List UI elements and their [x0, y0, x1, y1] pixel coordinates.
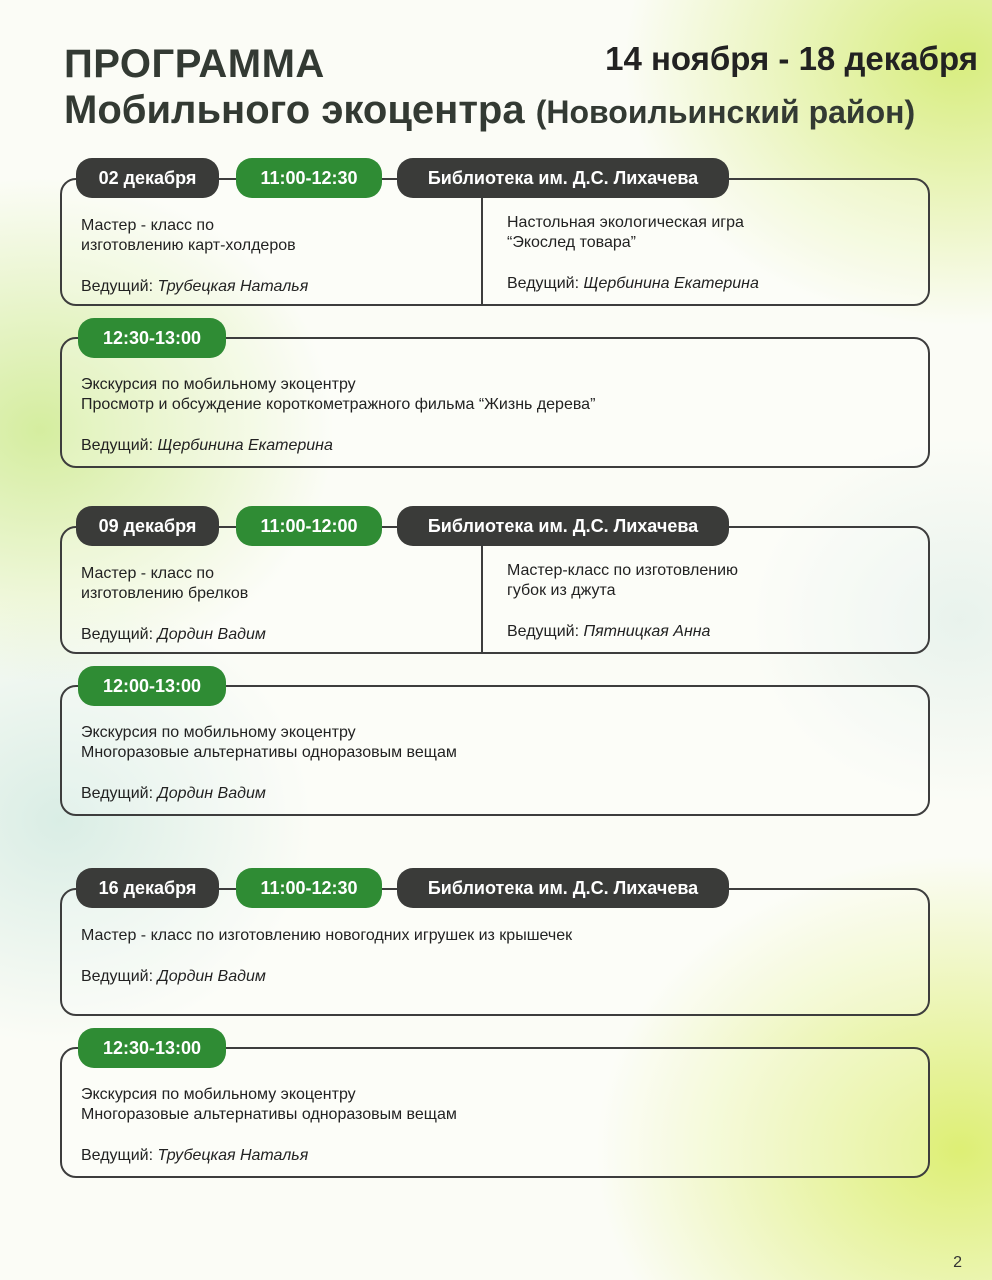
session-full	[81, 723, 911, 804]
host-name: Дордин Вадим	[157, 785, 266, 802]
host-label: Ведущий:	[81, 278, 154, 295]
session-host	[81, 436, 911, 456]
session-right	[507, 561, 917, 642]
host-label: Ведущий:	[81, 626, 154, 643]
session-host	[81, 1146, 911, 1166]
date-badge: 16 декабря	[76, 868, 219, 908]
host-label: Ведущий:	[81, 785, 154, 802]
time-badge: 12:30-13:00	[78, 318, 226, 358]
session-description: Экскурсия по мобильному экоцентру Многоразовые альтернативы одноразовым вещам	[81, 724, 457, 761]
session-host	[507, 274, 917, 294]
host-label: Ведущий:	[507, 275, 580, 292]
host-name: Дордин Вадим	[157, 968, 266, 985]
session-description: Настольная экологическая игра “Экослед товара”	[507, 214, 744, 251]
session-description: Экскурсия по мобильному экоцентру Просмотр и обсуждение короткометражного фильма “Жизнь дерева”	[81, 376, 596, 413]
session-host	[81, 625, 471, 645]
program-subtitle	[64, 88, 915, 133]
session-host	[81, 784, 911, 804]
session-host	[81, 967, 911, 987]
session-host	[507, 622, 917, 642]
host-label: Ведущий:	[81, 437, 154, 454]
host-name: Дордин Вадим	[157, 626, 266, 643]
district-label: (Новоильинский район)	[535, 94, 916, 130]
session-left	[81, 564, 471, 645]
session-description: Мастер - класс по изготовлению карт-холдеров	[81, 217, 296, 254]
host-name: Щербинина Екатерина	[157, 437, 333, 454]
session-host	[81, 277, 471, 297]
session-description: Мастер - класс по изготовлению новогодних игрушек из крышечек	[81, 927, 573, 944]
page-number: 2	[953, 1254, 962, 1271]
time-badge: 12:30-13:00	[78, 1028, 226, 1068]
session-full	[81, 1085, 911, 1166]
time-badge: 12:00-13:00	[78, 666, 226, 706]
host-name: Трубецкая Наталья	[157, 1147, 309, 1164]
date-badge: 02 декабря	[76, 158, 219, 198]
column-divider	[481, 180, 483, 304]
session-full	[81, 926, 911, 987]
host-name: Щербинина Екатерина	[583, 275, 759, 292]
program-period: 14 ноября - 18 декабря	[605, 40, 978, 77]
session-description: Экскурсия по мобильному экоцентру Многоразовые альтернативы одноразовым вещам	[81, 1086, 457, 1123]
session-description: Мастер - класс по изготовлению брелков	[81, 565, 249, 602]
subtitle-text: Мобильного экоцентра	[64, 88, 525, 132]
session-left	[81, 216, 471, 297]
location-badge: Библиотека им. Д.С. Лихачева	[397, 506, 729, 546]
location-badge: Библиотека им. Д.С. Лихачева	[397, 158, 729, 198]
host-name: Пятницкая Анна	[583, 623, 711, 640]
program-title: ПРОГРАММА	[64, 42, 325, 86]
host-label: Ведущий:	[81, 968, 154, 985]
session-description: Мастер-класс по изготовлению губок из джута	[507, 562, 739, 599]
column-divider	[481, 528, 483, 652]
time-badge: 11:00-12:30	[236, 158, 382, 198]
session-right	[507, 213, 917, 294]
session-full	[81, 375, 911, 456]
date-badge: 09 декабря	[76, 506, 219, 546]
host-label: Ведущий:	[507, 623, 580, 640]
host-label: Ведущий:	[81, 1147, 154, 1164]
time-badge: 11:00-12:30	[236, 868, 382, 908]
time-badge: 11:00-12:00	[236, 506, 382, 546]
host-name: Трубецкая Наталья	[157, 278, 309, 295]
location-badge: Библиотека им. Д.С. Лихачева	[397, 868, 729, 908]
